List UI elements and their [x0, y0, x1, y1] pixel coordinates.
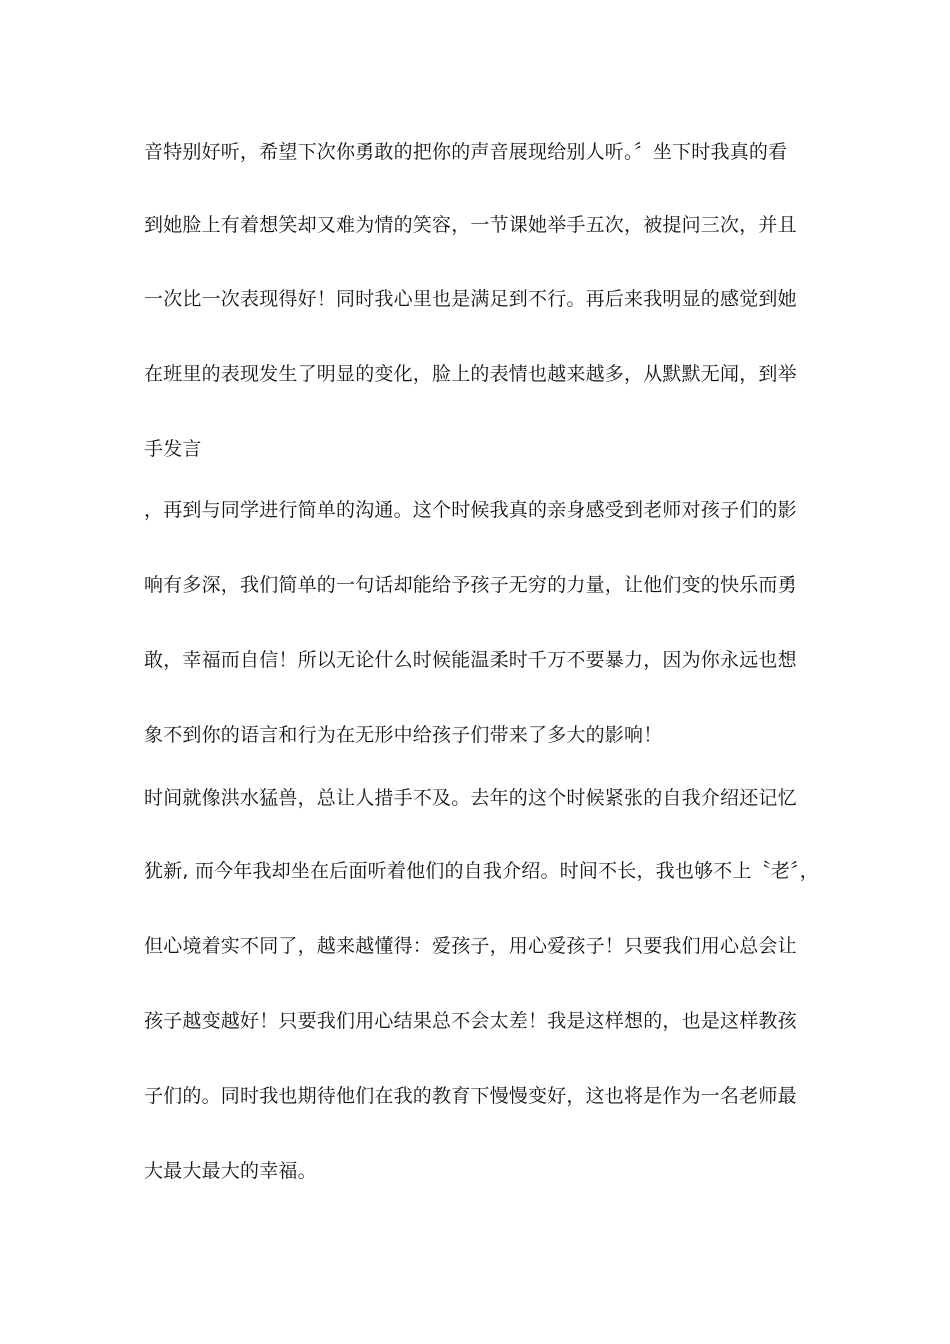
text-line: 手发言	[144, 438, 202, 460]
text-line: 象不到你的语言和行为在无形中给孩子们带来了多大的影响！	[144, 724, 663, 746]
text-line: 一次比一次表现得好！同时我心里也是满足到不行。再后来我明显的感觉到她	[144, 288, 797, 310]
text-line: 音特别好听，希望下次你勇敢的把你的声音展现给别人听。〞坐下时我真的看	[144, 141, 788, 163]
text-line: 子们的。同时我也期待他们在我的教育下慢慢变好，这也将是作为一名老师最	[144, 1085, 797, 1107]
text-line: 但心境着实不同了，越来越懂得：爱孩子，用心爱孩子！只要我们用心总会让	[144, 935, 797, 957]
text-line: 犹新, 而今年我却坐在后面听着他们的自我介绍。时间不长，我也够不上〝老〞，	[144, 860, 819, 882]
text-line: 孩子越变越好！只要我们用心结果总不会太差！我是这样想的，也是这样教孩	[144, 1010, 797, 1032]
text-line: 响有多深，我们简单的一句话却能给予孩子无穷的力量，让他们变的快乐而勇	[144, 574, 797, 596]
text-line: 时间就像洪水猛兽，总让人措手不及。去年的这个时候紧张的自我介绍还记忆	[144, 787, 797, 809]
text-line: 到她脸上有着想笑却又难为情的笑容，一节课她举手五次，被提问三次，并且	[144, 214, 797, 236]
text-line: 敢，幸福而自信！所以无论什么时候能温柔时千万不要暴力，因为你永远也想	[144, 649, 797, 671]
text-line: 大最大最大的幸福。	[144, 1160, 317, 1182]
text-line: ，再到与同学进行简单的沟通。这个时候我真的亲身感受到老师对孩子们的影	[144, 499, 797, 521]
text-line: 在班里的表现发生了明显的变化，脸上的表情也越来越多，从默默无闻，到举	[144, 363, 797, 385]
